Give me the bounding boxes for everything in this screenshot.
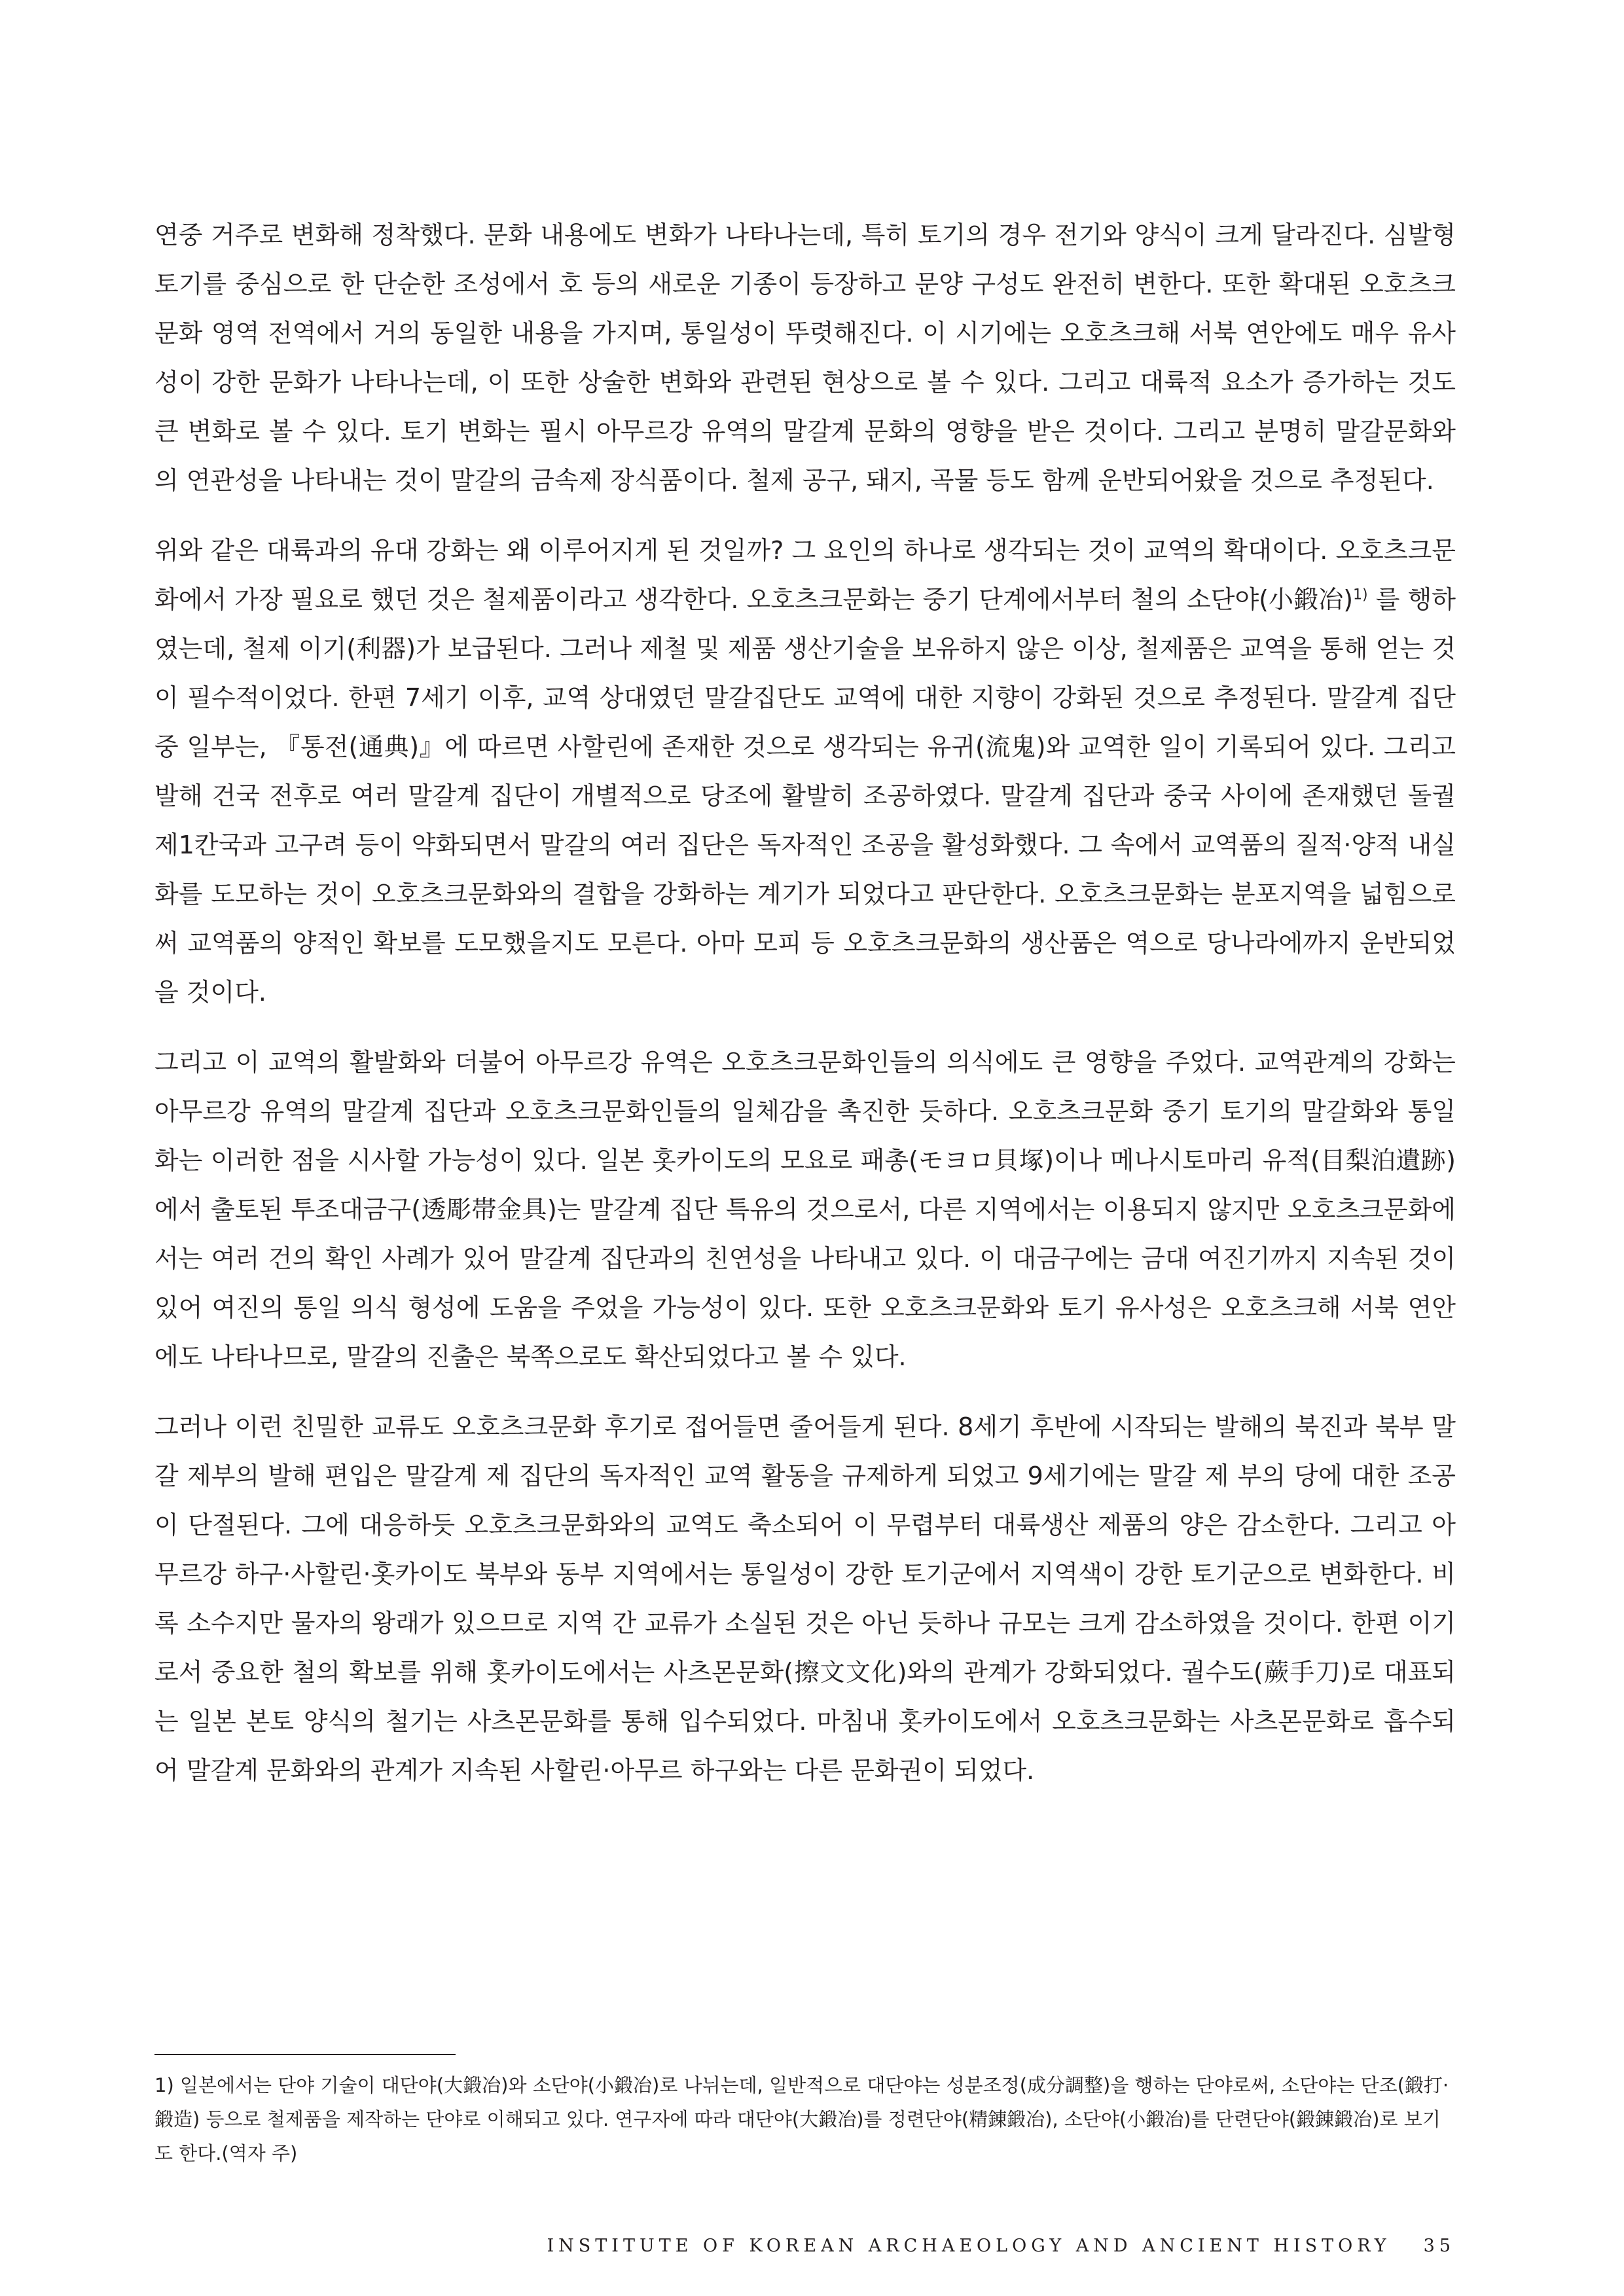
body-text: [154, 211, 1456, 1816]
paragraph-2-text-a: 위와 같은 대륙과의 유대 강화는 왜 이루어지게 된 것일까? 그 요인의 하나로 생각되는 것이 교역의 확대이다. 오호츠크문화에서 가장 필요로 했던 것은 철제품이라고 생각한다. 오호츠크문화는 중기 단계에서부터 철의 소단야(小鍛冶): [154, 536, 1456, 614]
footnote-text: 일본에서는 단야 기술이 대단야(大鍛冶)와 소단야(小鍛冶)로 나뉘는데, 일반적으로 대단야는 성분조정(成分調整)을 행하는 단야로써, 소단야는 단조(鍛打·鍛造) 등으로 철제품을 제작하는 단야로 이해되고 있다. 연구자에 따라 대단야(大鍛冶)를 정련단야(精錬鍛冶), 소단야(小鍛冶)를 단련단야(鍛錬鍛冶)로 보기도 한다.(역자 주): [154, 2074, 1449, 2164]
running-title: INSTITUTE OF KOREAN ARCHAEOLOGY AND ANCIENT HISTORY: [547, 2236, 1391, 2256]
paragraph-1: 연중 거주로 변화해 정착했다. 문화 내용에도 변화가 나타나는데, 특히 토기의 경우 전기와 양식이 크게 달라진다. 심발형 토기를 중심으로 한 단순한 조성에서 호 등의 새로운 기종이 등장하고 문양 구성도 완전히 변한다. 또한 확대된 오호츠크문화 영역 전역에서 거의 동일한 내용을 가지며, 통일성이 뚜렷해진다. 이 시기에는 오호츠크해 서북 연안에도 매우 유사성이 강한 문화가 나타나는데, 이 또한 상술한 변화와 관련된 현상으로 볼 수 있다. 그리고 대륙적 요소가 증가하는 것도 큰 변화로 볼 수 있다. 토기 변화는 필시 아무르강 유역의 말갈계 문화의 영향을 받은 것이다. 그리고 분명히 말갈문화와의 연관성을 나타내는 것이 말갈의 금속제 장식품이다. 철제 공구, 돼지, 곡물 등도 함께 운반되어왔을 것으로 추정된다.: [154, 221, 1456, 495]
footnote-mark: 1): [154, 2074, 174, 2096]
footnote: [154, 2068, 1456, 2170]
running-footer: [547, 2236, 1455, 2256]
paragraph-2-text-b: 를 행하였는데, 철제 이기(利器)가 보급된다. 그러나 제철 및 제품 생산기술을 보유하지 않은 이상, 철제품은 교역을 통해 얻는 것이 필수적이었다. 한편 7세기 이후, 교역 상대였던 말갈집단도 교역에 대한 지향이 강화된 것으로 추정된다. 말갈계 집단 중 일부는, 『통전(通典)』에 따르면 사할린에 존재한 것으로 생각되는 유귀(流鬼)와 교역한 일이 기록되어 있다. 그리고 발해 건국 전후로 여러 말갈계 집단이 개별적으로 당조에 활발히 조공하였다. 말갈계 집단과 중국 사이에 존재했던 돌궐 제1칸국과 고구려 등이 약화되면서 말갈의 여러 집단은 독자적인 조공을 활성화했다. 그 속에서 교역품의 질적·양적 내실화를 도모하는 것이 오호츠크문화와의 결합을 강화하는 계기가 되었다고 판단한다. 오호츠크문화는 분포지역을 넓힘으로써 교역품의 양적인 확보를 도모했을지도 모른다. 아마 모피 등 오호츠크문화의 생산품은 역으로 당나라에까지 운반되었을 것이다.: [154, 585, 1456, 1007]
page-number: 35: [1423, 2236, 1455, 2256]
paragraph-3: 그리고 이 교역의 활발화와 더불어 아무르강 유역은 오호츠크문화인들의 의식에도 큰 영향을 주었다. 교역관계의 강화는 아무르강 유역의 말갈계 집단과 오호츠크문화인들의 일체감을 촉진한 듯하다. 오호츠크문화 중기 토기의 말갈화와 통일화는 이러한 점을 시사할 가능성이 있다. 일본 홋카이도의 모요로 패총(モヨロ貝塚)이나 메나시토마리 유적(目梨泊遺跡)에서 출토된 투조대금구(透彫帯金具)는 말갈계 집단 특유의 것으로서, 다른 지역에서는 이용되지 않지만 오호츠크문화에서는 여러 건의 확인 사례가 있어 말갈계 집단과의 친연성을 나타내고 있다. 이 대금구에는 금대 여진기까지 지속된 것이 있어 여진의 통일 의식 형성에 도움을 주었을 가능성이 있다. 또한 오호츠크문화와 토기 유사성은 오호츠크해 서북 연안에도 나타나므로, 말갈의 진출은 북쪽으로도 확산되었다고 볼 수 있다.: [154, 1048, 1456, 1371]
paragraph-2: [154, 526, 1456, 1017]
footnote-reference[interactable]: 1): [1353, 586, 1368, 603]
paragraph-4: 그러나 이런 친밀한 교류도 오호츠크문화 후기로 접어들면 줄어들게 된다. 8세기 후반에 시작되는 발해의 북진과 북부 말갈 제부의 발해 편입은 말갈계 제 집단의 독자적인 교역 활동을 규제하게 되었고 9세기에는 말갈 제 부의 당에 대한 조공이 단절된다. 그에 대응하듯 오호츠크문화와의 교역도 축소되어 이 무렵부터 대륙생산 제품의 양은 감소한다. 그리고 아무르강 하구·사할린·홋카이도 북부와 동부 지역에서는 통일성이 강한 토기군에서 지역색이 강한 토기군으로 변화한다. 비록 소수지만 물자의 왕래가 있으므로 지역 간 교류가 소실된 것은 아닌 듯하나 규모는 크게 감소하였을 것이다. 한편 이기로서 중요한 철의 확보를 위해 홋카이도에서는 사츠몬문화(擦文文化)와의 관계가 강화되었다. 궐수도(蕨手刀)로 대표되는 일본 본토 양식의 철기는 사츠몬문화를 통해 입수되었다. 마침내 홋카이도에서 오호츠크문화는 사츠몬문화로 흡수되어 말갈계 문화와의 관계가 지속된 사할린·아무르 하구와는 다른 문화권이 되었다.: [154, 1412, 1456, 1785]
footnote-divider: [154, 2054, 456, 2055]
